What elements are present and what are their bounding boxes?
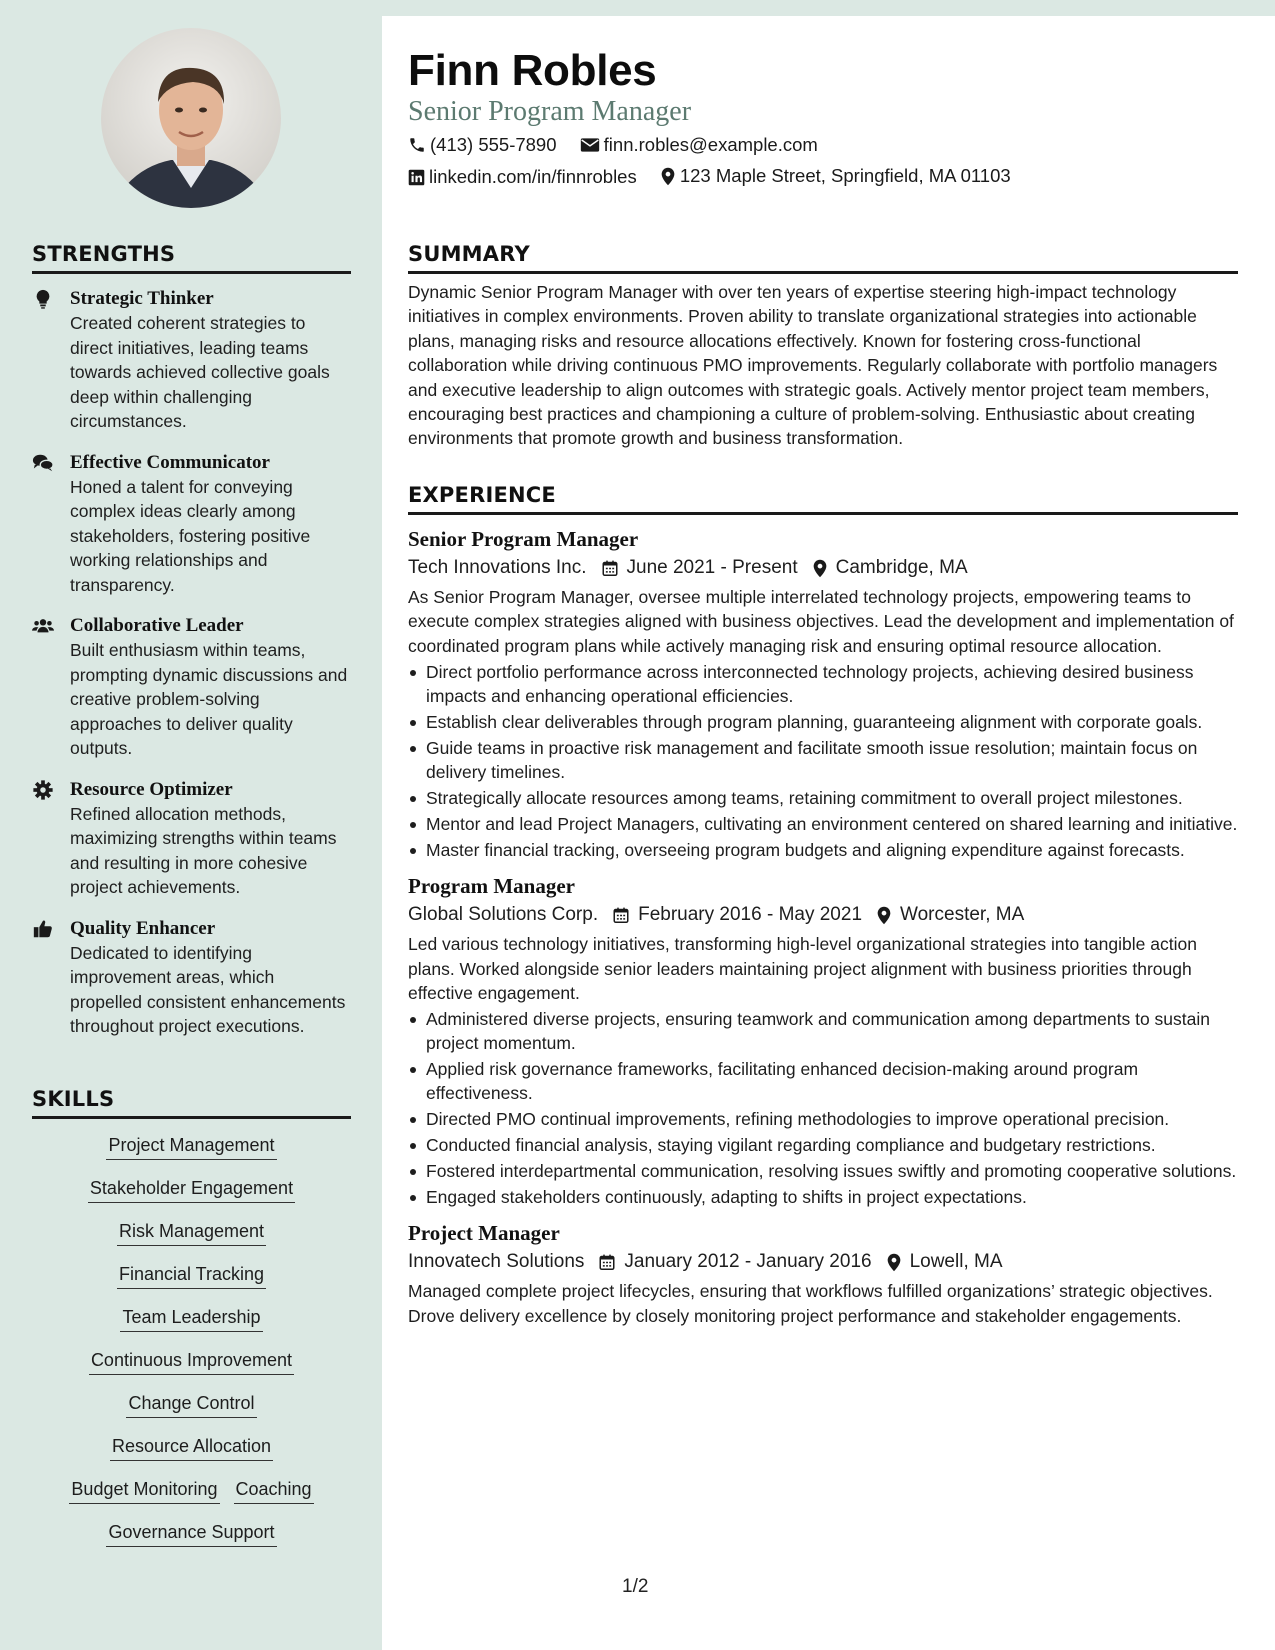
- job-bullets: [408, 660, 1238, 862]
- gear-icon: [32, 779, 54, 801]
- skill-tag: Continuous Improvement: [89, 1348, 294, 1375]
- strength-item: [32, 777, 351, 900]
- location-icon: [886, 1253, 902, 1272]
- strength-item: [32, 450, 351, 598]
- job-summary: Managed complete project lifecycles, ensuring that workflows fulfilled organizations’ strategic objectives. Drove delivery excellence by closely monitoring project performance and stakeholder engagements.: [408, 1281, 1213, 1326]
- linkedin-link[interactable]: linkedin.com/in/finnrobles: [429, 166, 637, 187]
- strength-title: Strategic Thinker: [70, 288, 214, 309]
- location-icon: [660, 167, 676, 186]
- job-company: Innovatech Solutions: [408, 1251, 585, 1273]
- skill-tag: Resource Allocation: [110, 1434, 273, 1461]
- job-bullets: [408, 1007, 1238, 1209]
- calendar-icon: [598, 1253, 616, 1272]
- job-location: Lowell, MA: [909, 1251, 1003, 1273]
- comments-icon: [32, 452, 54, 474]
- skill-tag: Project Management: [106, 1133, 276, 1160]
- strength-item: [32, 286, 351, 434]
- job-dates: February 2016 - May 2021: [638, 904, 863, 926]
- candidate-name: Finn Robles: [408, 46, 657, 95]
- skills-section: [32, 1087, 351, 1563]
- job-location: Cambridge, MA: [835, 557, 968, 578]
- summary-section: [408, 242, 1238, 451]
- candidate-title: Senior Program Manager: [408, 96, 692, 127]
- strength-desc: Honed a talent for conveying complex ideas clearly among stakeholders, fostering positive working relationships and transparency.: [70, 476, 311, 595]
- strength-title: Effective Communicator: [70, 451, 270, 473]
- job-meta: [408, 553, 1238, 583]
- lightbulb-icon: [32, 288, 54, 310]
- list-item: Directed PMO continual improvements, refining methodologies to improve operational precision.: [408, 1107, 1238, 1131]
- job-entry: [408, 872, 1238, 1209]
- thumbs-up-icon: [32, 918, 54, 940]
- location-icon: [812, 559, 828, 578]
- job-meta: [408, 900, 1238, 930]
- list-item: Applied risk governance frameworks, facilitating enhanced decision-making around program effectiveness.: [408, 1057, 1238, 1105]
- page-number: 1/2: [622, 1576, 649, 1597]
- contact-row-2: [408, 165, 1029, 191]
- email-link[interactable]: finn.robles@example.com: [603, 134, 818, 155]
- address-text: 123 Maple Street, Springfield, MA 01103: [679, 165, 1011, 186]
- experience-section: [408, 483, 1238, 1328]
- list-item: Establish clear deliverables through program planning, guaranteeing alignment with corporate goals.: [408, 710, 1238, 734]
- summary-text: Dynamic Senior Program Manager with over ten years of expertise steering high-impact technology initiatives in complex environments. Proven ability to translate organizational strategies into actionable plans, managing risks and resource allocations effectively. Known for fostering cross-functional collaboration while driving continuous PMO improvements. Regularly collaborate with portfolio managers and executive leadership to align outcomes with strategic goals. Actively mentor project team members, encouraging best practices and championing a culture of problem-solving. Enthusiastic about creating environments that promote growth and business transformation.: [408, 282, 1218, 449]
- strength-desc: Dedicated to identifying improvement areas, which propelled consistent enhancements throughout project executions.: [70, 942, 346, 1036]
- list-item: Guide teams in proactive risk management and facilitate smooth issue resolution; maintain focus on delivery timelines.: [408, 736, 1238, 784]
- skill-tag: Budget Monitoring: [69, 1477, 219, 1504]
- job-entry: [408, 525, 1238, 862]
- calendar-icon: [601, 559, 619, 578]
- strength-desc: Created coherent strategies to direct initiatives, leading teams towards achieved collective goals deep within challenging circumstances.: [70, 313, 330, 431]
- job-entry: [408, 1219, 1238, 1328]
- strengths-heading: STRENGTHS: [32, 242, 351, 274]
- phone-icon: [408, 136, 426, 154]
- job-company: Tech Innovations Inc.: [408, 557, 587, 578]
- skill-tag: Financial Tracking: [117, 1262, 266, 1289]
- contact-row-1: [408, 134, 836, 159]
- users-icon: [32, 615, 54, 637]
- job-title: Senior Program Manager: [408, 527, 639, 551]
- summary-heading: SUMMARY: [408, 242, 1238, 274]
- list-item: Master financial tracking, overseeing program budgets and aligning expenditure against forecasts.: [408, 838, 1238, 862]
- strength-title: Quality Enhancer: [70, 917, 216, 939]
- job-dates: June 2021 - Present: [626, 557, 798, 578]
- location-icon: [876, 906, 892, 925]
- skill-tag: Governance Support: [106, 1520, 276, 1547]
- list-item: Direct portfolio performance across interconnected technology projects, achieving desired business impacts and enhancing operational efficiencies.: [408, 660, 1238, 708]
- job-meta: [408, 1247, 1238, 1277]
- strength-title: Collaborative Leader: [70, 615, 244, 636]
- skill-tag: Stakeholder Engagement: [88, 1176, 295, 1203]
- strengths-section: [32, 242, 351, 1055]
- skills-heading: SKILLS: [32, 1087, 351, 1119]
- job-title: Program Manager: [408, 874, 575, 899]
- skill-tag: Change Control: [126, 1391, 256, 1418]
- job-location: Worcester, MA: [900, 904, 1025, 926]
- job-company: Global Solutions Corp.: [408, 904, 599, 926]
- strength-item: [32, 916, 351, 1039]
- envelope-icon: [580, 136, 600, 154]
- experience-heading: EXPERIENCE: [408, 483, 1238, 515]
- job-dates: January 2012 - January 2016: [624, 1251, 872, 1273]
- skill-tag: Risk Management: [117, 1219, 266, 1246]
- list-item: Mentor and lead Project Managers, cultivating an environment centered on shared learning and initiative.: [408, 812, 1238, 836]
- skill-tag: Team Leadership: [120, 1305, 262, 1332]
- profile-photo: [101, 28, 281, 208]
- strength-desc: Built enthusiasm within teams, prompting dynamic discussions and creative problem-solving approaches to deliver quality outputs.: [70, 640, 348, 758]
- strength-item: [32, 613, 351, 761]
- sidebar: [0, 0, 382, 1650]
- list-item: Engaged stakeholders continuously, adapting to shifts in project expectations.: [408, 1185, 1238, 1209]
- phone-text[interactable]: (413) 555-7890: [430, 134, 557, 155]
- list-item: Conducted financial analysis, staying vigilant regarding compliance and budgetary restrictions.: [408, 1133, 1238, 1157]
- list-item: Administered diverse projects, ensuring teamwork and communication among departments to sustain project momentum.: [408, 1007, 1238, 1055]
- strength-desc: Refined allocation methods, maximizing strengths within teams and resulting in more cohesive project achievements.: [70, 803, 337, 897]
- skill-tag: Coaching: [234, 1477, 314, 1504]
- main-content: [382, 16, 1275, 1650]
- job-summary: As Senior Program Manager, oversee multiple interrelated technology projects, empowering teams to execute complex strategies aligned with business objectives. Lead the development and implementation of coordinated program plans while actively managing risk and ensuring optimal resource allocation.: [408, 587, 1234, 656]
- strength-title: Resource Optimizer: [70, 778, 233, 800]
- job-title: Project Manager: [408, 1221, 560, 1246]
- calendar-icon: [612, 906, 630, 925]
- list-item: Strategically allocate resources among teams, retaining commitment to overall project milestones.: [408, 786, 1238, 810]
- linkedin-icon: [408, 169, 425, 186]
- list-item: Fostered interdepartmental communication, resolving issues swiftly and promoting cooperative solutions.: [408, 1159, 1238, 1183]
- job-summary: Led various technology initiatives, transforming high-level organizational strategies into tangible action plans. Worked alongside senior leaders maintaining project alignment with business priorities through effective engagement.: [408, 934, 1197, 1004]
